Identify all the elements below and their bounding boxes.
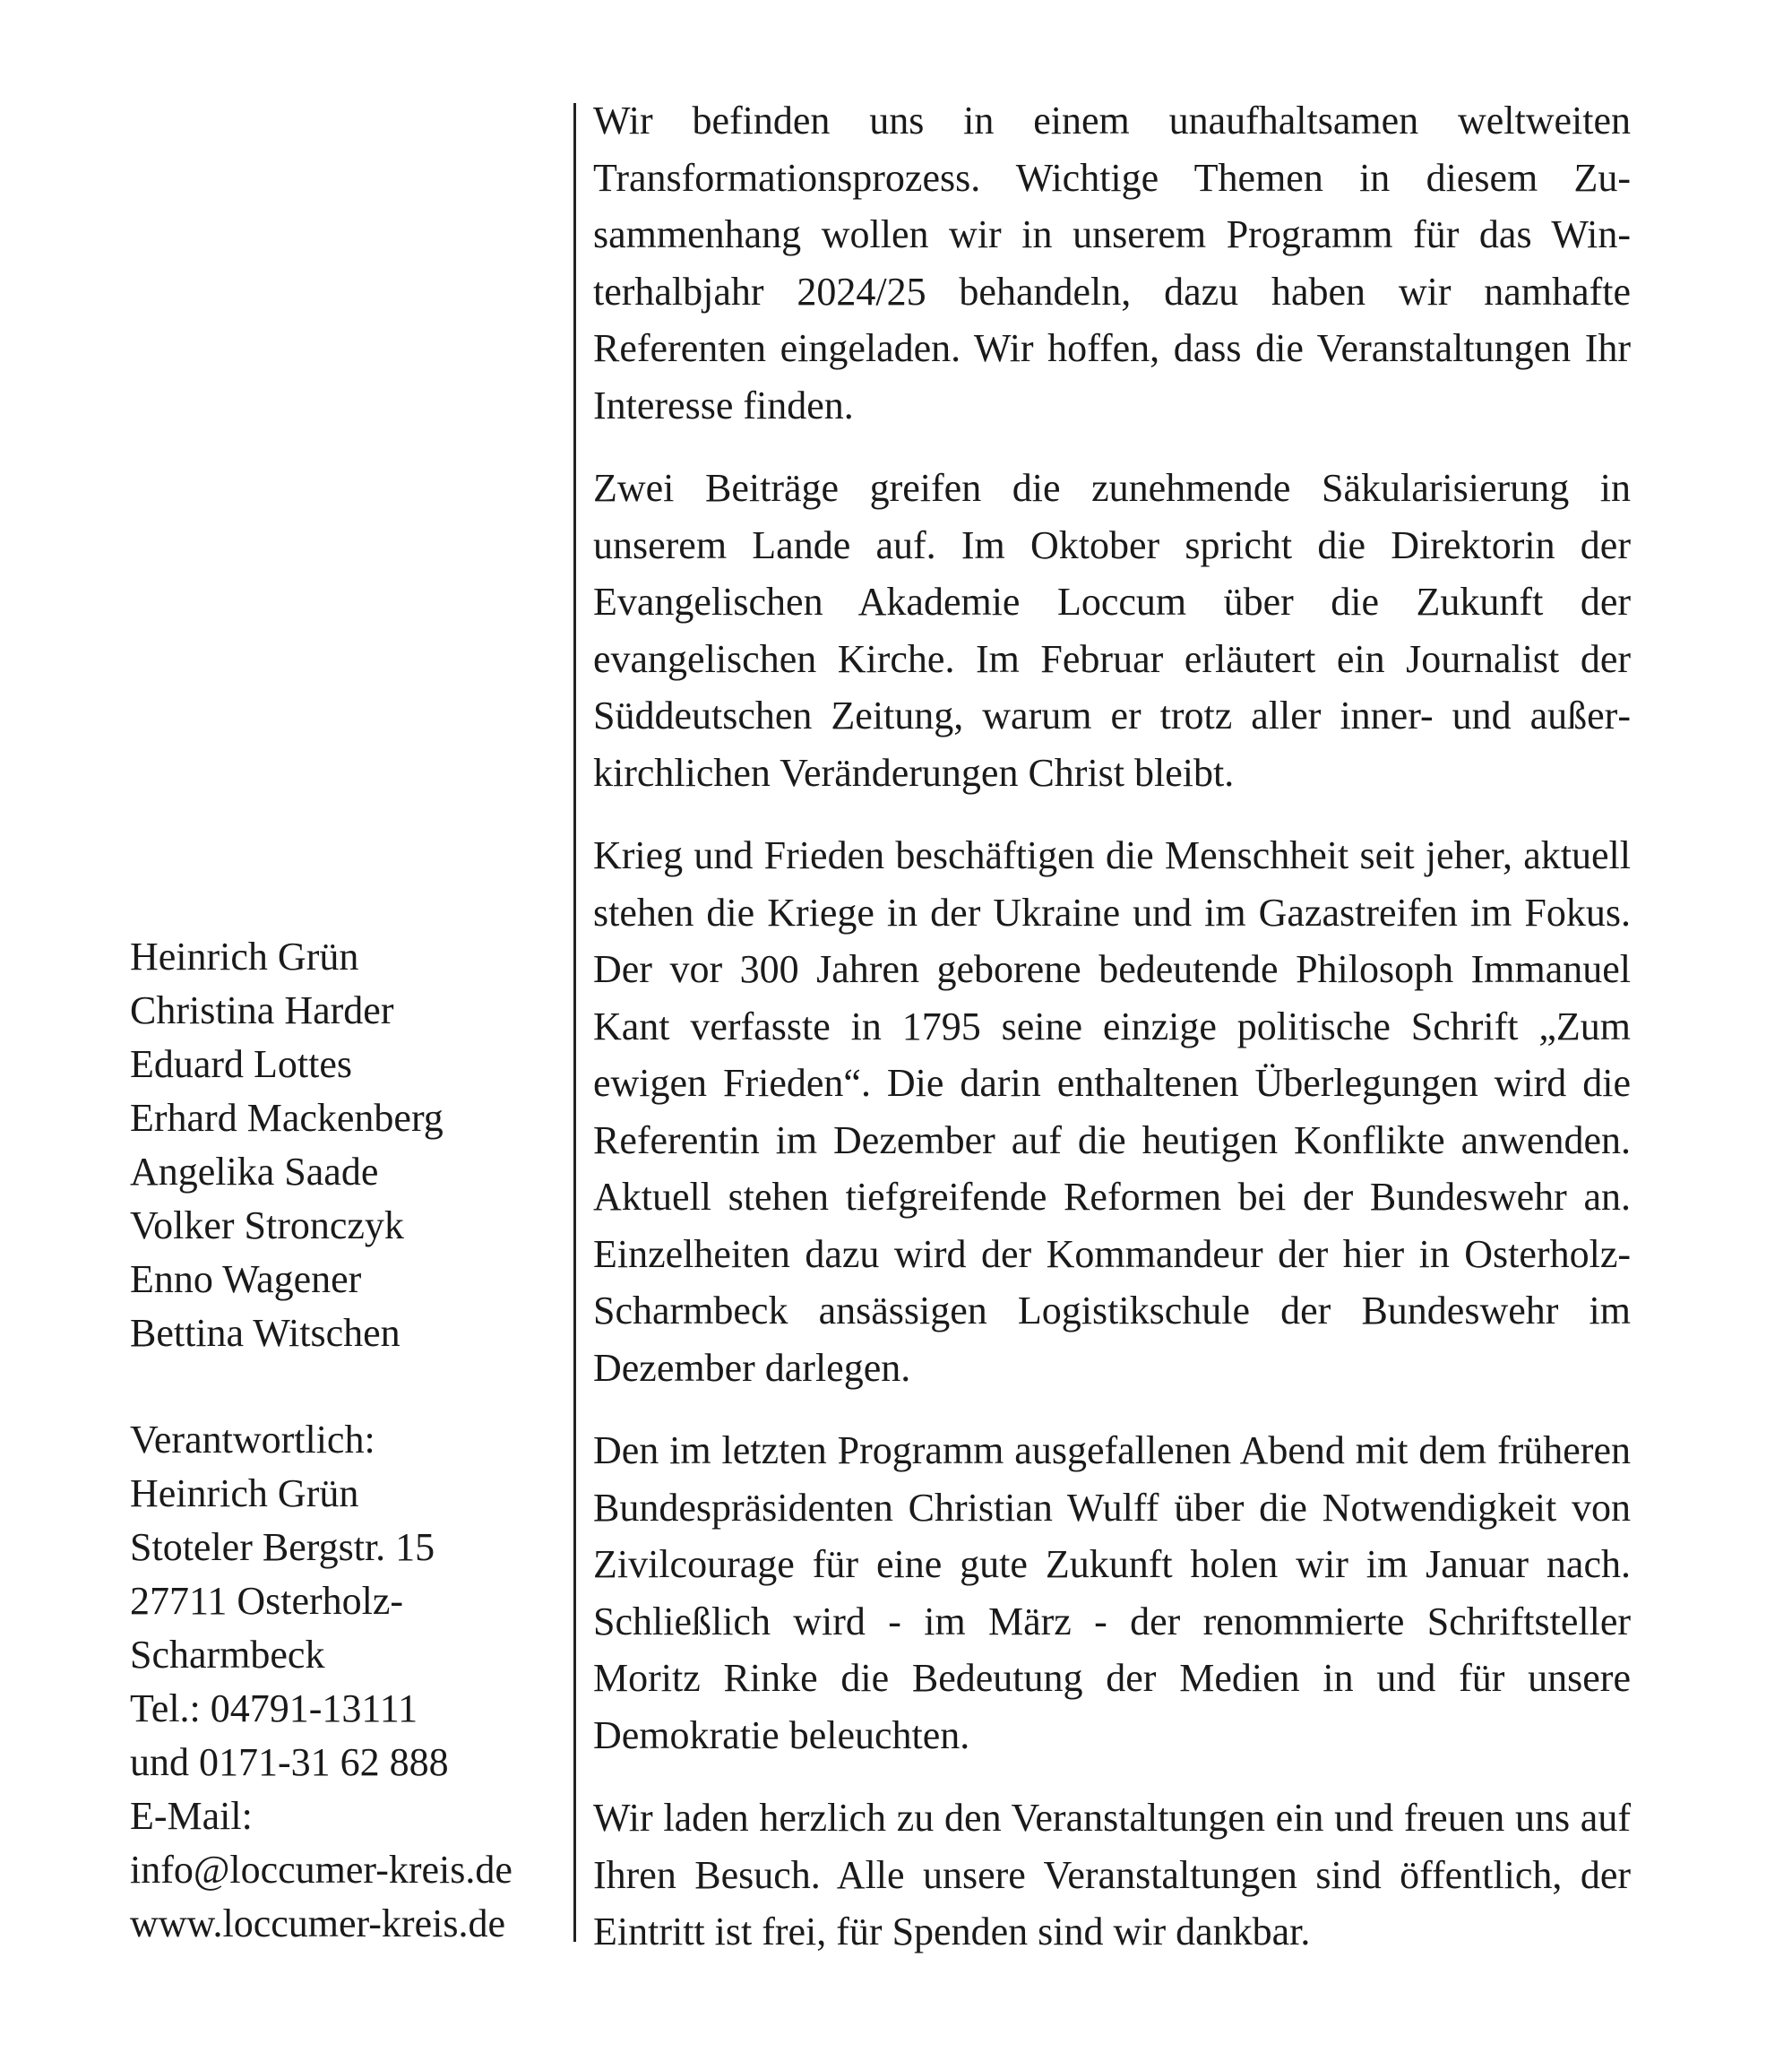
member-list	[130, 930, 560, 1360]
body-text-column	[593, 92, 1631, 1961]
responsible-label: Verantwortlich:	[130, 1418, 375, 1462]
website-address: www.loccumer-kreis.de	[130, 1901, 505, 1945]
email-address: info@loccumer-kreis.de	[130, 1848, 513, 1892]
body-paragraph: Zwei Beiträge greifen die zunehmende Säkularisierung in unserem Lande auf. Im Oktober spricht die Direktorin der Evangelischen Akademie Loccum über die Zukunft der evangelischen Kirche. Im Februar erläutert ein Journalist der Süddeutschen Zeitung, warum er trotz aller inner- und außerkirchlichen Veränderungen Christ bleibt.	[593, 466, 1631, 795]
city-line-continued: Scharmbeck	[130, 1633, 325, 1677]
responsible-name: Heinrich Grün	[130, 1471, 359, 1515]
member-name: Eduard Lottes	[130, 1042, 353, 1086]
body-paragraph: Krieg und Frieden beschäftigen die Menschheit seit jeher, aktuell stehen die Kriege in der Ukraine und im Gazastreifen im Fokus. Der vor 300 Jahren geborene bedeutende Philosoph Immanuel Kant verfasste in 1795 seine einzige politische Schrift „Zum ewigen Frieden“. Die darin enthaltenen Überlegungen wird die Referentin im Dezember auf die heutigen Konflikte anwenden. Aktuell stehen tiefgreifende Reformen bei der Bundeswehr an. Einzelheiten dazu wird der Kommandeur der hier in Osterholz-Scharmbeck ansässigen Logistikschule der Bundeswehr im Dezember darlegen.	[593, 833, 1631, 1390]
street-address: Stoteler Bergstr. 15	[130, 1525, 435, 1569]
body-paragraph: Den im letzten Programm ausgefallenen Abend mit dem früheren Bundespräsidenten Christian Wulff über die Notwendigkeit von Zivilcourage für eine gute Zukunft holen wir im Januar nach. Schließlich wird - im März - der renommierte Schriftsteller Moritz Rinke die Bedeutung der Medien in und für unsere Demokratie beleuchten.	[593, 1428, 1631, 1757]
member-name: Heinrich Grün	[130, 935, 359, 979]
sidebar-column	[130, 930, 560, 1951]
member-name: Angelika Saade	[130, 1150, 379, 1194]
column-divider	[573, 103, 576, 1942]
city-line: 27711 Osterholz-	[130, 1579, 404, 1623]
member-name: Enno Wagener	[130, 1257, 362, 1301]
phone-number: Tel.: 04791-13111	[130, 1686, 418, 1730]
member-name: Erhard Mackenberg	[130, 1096, 444, 1140]
body-paragraph: Wir laden herzlich zu den Veranstaltungen ein und freuen uns auf Ihren Besuch. Alle unsere Veranstaltungen sind öffentlich, der Eintritt ist frei, für Spenden sind wir dankbar.	[593, 1796, 1631, 1953]
member-name: Volker Stronczyk	[130, 1203, 404, 1247]
member-name: Bettina Witschen	[130, 1311, 401, 1355]
contact-block	[130, 1413, 560, 1951]
mobile-number: und 0171-31 62 888	[130, 1740, 449, 1784]
body-paragraph: Wir befinden uns in einem unaufhaltsamen weltweiten Transformationsprozess. Wichtige Themen in diesem Zusammenhang wollen wir in unserem Programm für das Winterhalbjahr 2024/25 behandeln, dazu haben wir namhafte Referenten eingeladen. Wir hoffen, dass die Veranstaltungen Ihr Interesse finden.	[593, 99, 1631, 427]
member-name: Christina Harder	[130, 988, 394, 1032]
email-label: E-Mail:	[130, 1794, 253, 1838]
